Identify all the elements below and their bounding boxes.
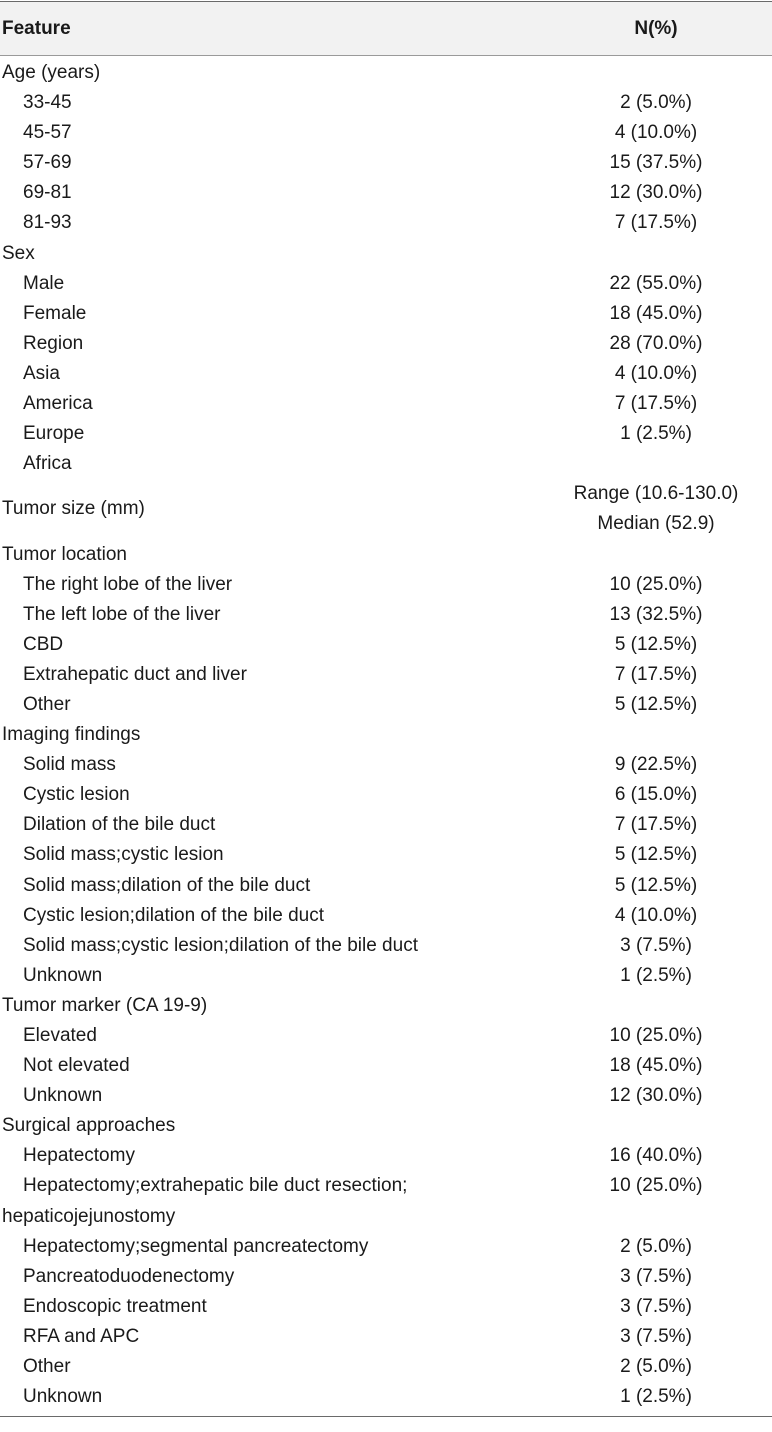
table-row [0, 931, 772, 961]
value-cell: 28 (70.0%) [609, 332, 703, 354]
table-row [0, 329, 772, 359]
feature-label: Region [23, 332, 84, 354]
value-cell: 12 (30.0%) [609, 182, 703, 204]
table-row [0, 1232, 772, 1262]
section-label: Tumor location [2, 543, 127, 565]
table-row [0, 208, 772, 238]
feature-label: Other [23, 693, 71, 715]
table-row [0, 690, 772, 720]
feature-label: The right lobe of the liver [23, 573, 233, 595]
table-bottom-rule [0, 1416, 772, 1417]
feature-label: Male [23, 272, 65, 294]
value-cell: 1 (2.5%) [620, 1386, 692, 1408]
header-feature: Feature [2, 17, 71, 39]
table-row [0, 269, 772, 299]
table-row [0, 299, 772, 329]
value-cell: 15 (37.5%) [609, 152, 703, 174]
feature-label: 33-45 [23, 92, 72, 114]
value-range: Range (10.6-130.0) [573, 483, 739, 505]
table-row [0, 780, 772, 810]
value-cell: 18 (45.0%) [609, 302, 703, 324]
table-row [0, 359, 772, 389]
table-row [0, 1322, 772, 1352]
feature-label: Europe [23, 423, 85, 445]
value-cell: 3 (7.5%) [620, 1325, 692, 1347]
feature-label: 81-93 [23, 212, 72, 234]
feature-label: Unknown [23, 1386, 103, 1408]
value-cell: 1 (2.5%) [620, 423, 692, 445]
value-cell: 10 (25.0%) [609, 1025, 703, 1046]
value-cell: 10 (25.0%) [609, 1175, 703, 1197]
section-label: Sex [2, 242, 35, 264]
value-cell: 7 (17.5%) [614, 212, 698, 234]
table-row [0, 961, 772, 991]
feature-label: Dilation of the bile duct [23, 814, 216, 836]
table-header-row [0, 2, 772, 55]
value-cell [540, 479, 772, 539]
table-row [0, 1141, 772, 1171]
table-row [0, 1202, 772, 1232]
feature-label: Cystic lesion [23, 784, 130, 806]
value-cell: 9 (22.5%) [614, 754, 698, 776]
feature-label: Unknown [23, 964, 103, 986]
table-row [0, 871, 772, 901]
feature-label: 45-57 [23, 122, 72, 144]
feature-label: CBD [23, 633, 64, 655]
section-label: Tumor marker (CA 19-9) [2, 994, 208, 1016]
table-section-row [0, 540, 772, 570]
table-row [0, 660, 772, 690]
table-row [0, 389, 772, 419]
table-row [0, 178, 772, 208]
table-section-row [0, 58, 772, 88]
table-row [0, 1382, 772, 1412]
table-row [0, 1352, 772, 1382]
feature-label: America [23, 393, 93, 415]
table-row [0, 419, 772, 449]
feature-label: Cystic lesion;dilation of the bile duct [23, 904, 324, 926]
value-cell: 6 (15.0%) [614, 784, 698, 806]
value-cell: 10 (25.0%) [609, 573, 703, 595]
value-cell: 4 (10.0%) [614, 904, 698, 926]
value-cell: 4 (10.0%) [614, 362, 698, 384]
feature-label: RFA and APC [23, 1325, 140, 1347]
value-cell: 18 (45.0%) [609, 1055, 703, 1077]
table-section-row [0, 720, 772, 750]
table-row [0, 840, 772, 870]
feature-label: Solid mass;cystic lesion;dilation of the bile duct [23, 934, 418, 956]
value-cell: 5 (12.5%) [614, 874, 698, 896]
table-row [0, 1051, 772, 1081]
section-label: Age (years) [2, 62, 101, 83]
value-median: Median (52.9) [597, 513, 715, 535]
feature-label: Solid mass;cystic lesion [23, 844, 224, 866]
feature-label: Asia [23, 362, 60, 384]
table-section-row [0, 479, 772, 539]
feature-label: Unknown [23, 1085, 103, 1107]
value-cell: 13 (32.5%) [609, 603, 703, 625]
section-label: Tumor size (mm) [2, 498, 145, 520]
table-row [0, 118, 772, 148]
feature-label: The left lobe of the liver [23, 603, 221, 625]
feature-label: Solid mass [23, 754, 116, 776]
table-row [0, 901, 772, 931]
table-row [0, 1292, 772, 1322]
feature-label: Hepatectomy;extrahepatic bile duct resection; [23, 1175, 408, 1197]
value-cell: 3 (7.5%) [620, 934, 692, 956]
value-cell: 16 (40.0%) [609, 1145, 703, 1167]
section-label: Imaging findings [2, 724, 141, 746]
feature-label: Hepatectomy;segmental pancreatectomy [23, 1235, 369, 1257]
table-row [0, 88, 772, 118]
feature-label: Female [23, 302, 87, 324]
table-row [0, 1171, 772, 1201]
table-row [0, 1021, 772, 1051]
feature-label: 69-81 [23, 182, 72, 204]
table-row [0, 570, 772, 600]
table-section-row [0, 239, 772, 269]
value-cell: 2 (5.0%) [620, 1235, 692, 1257]
value-cell: 7 (17.5%) [614, 393, 698, 415]
value-cell: 5 (12.5%) [614, 844, 698, 866]
feature-label: 57-69 [23, 152, 72, 174]
value-cell: 2 (5.0%) [620, 92, 692, 114]
table-row [0, 810, 772, 840]
section-label: Surgical approaches [2, 1115, 176, 1137]
feature-label: Other [23, 1356, 71, 1378]
table-row [0, 630, 772, 660]
feature-label: Extrahepatic duct and liver [23, 663, 247, 685]
value-cell: 5 (12.5%) [614, 633, 698, 655]
table-body [0, 56, 772, 1416]
table-row [0, 750, 772, 780]
table-row [0, 600, 772, 630]
value-cell: 22 (55.0%) [609, 272, 703, 294]
feature-label: Not elevated [23, 1055, 130, 1077]
value-cell: 2 (5.0%) [620, 1356, 692, 1378]
feature-label: Pancreatoduodenectomy [23, 1265, 235, 1287]
feature-label: Hepatectomy [23, 1145, 135, 1167]
table-row [0, 449, 772, 479]
table-section-row [0, 1111, 772, 1141]
feature-label: Africa [23, 453, 72, 475]
feature-label: Endoscopic treatment [23, 1295, 207, 1317]
feature-label: Solid mass;dilation of the bile duct [23, 874, 311, 896]
value-cell: 12 (30.0%) [609, 1085, 703, 1107]
value-cell: 7 (17.5%) [614, 814, 698, 836]
value-cell: 3 (7.5%) [620, 1295, 692, 1317]
table-row [0, 148, 772, 178]
table-row [0, 1081, 772, 1111]
value-cell: 4 (10.0%) [614, 122, 698, 144]
value-cell: 3 (7.5%) [620, 1265, 692, 1287]
table-row [0, 1262, 772, 1292]
feature-label: hepaticojejunostomy [2, 1205, 176, 1227]
value-cell: 1 (2.5%) [620, 964, 692, 986]
feature-label: Elevated [23, 1025, 97, 1046]
value-cell: 7 (17.5%) [614, 663, 698, 685]
value-cell: 5 (12.5%) [614, 693, 698, 715]
table-section-row [0, 991, 772, 1021]
header-n-percent: N(%) [634, 17, 678, 39]
